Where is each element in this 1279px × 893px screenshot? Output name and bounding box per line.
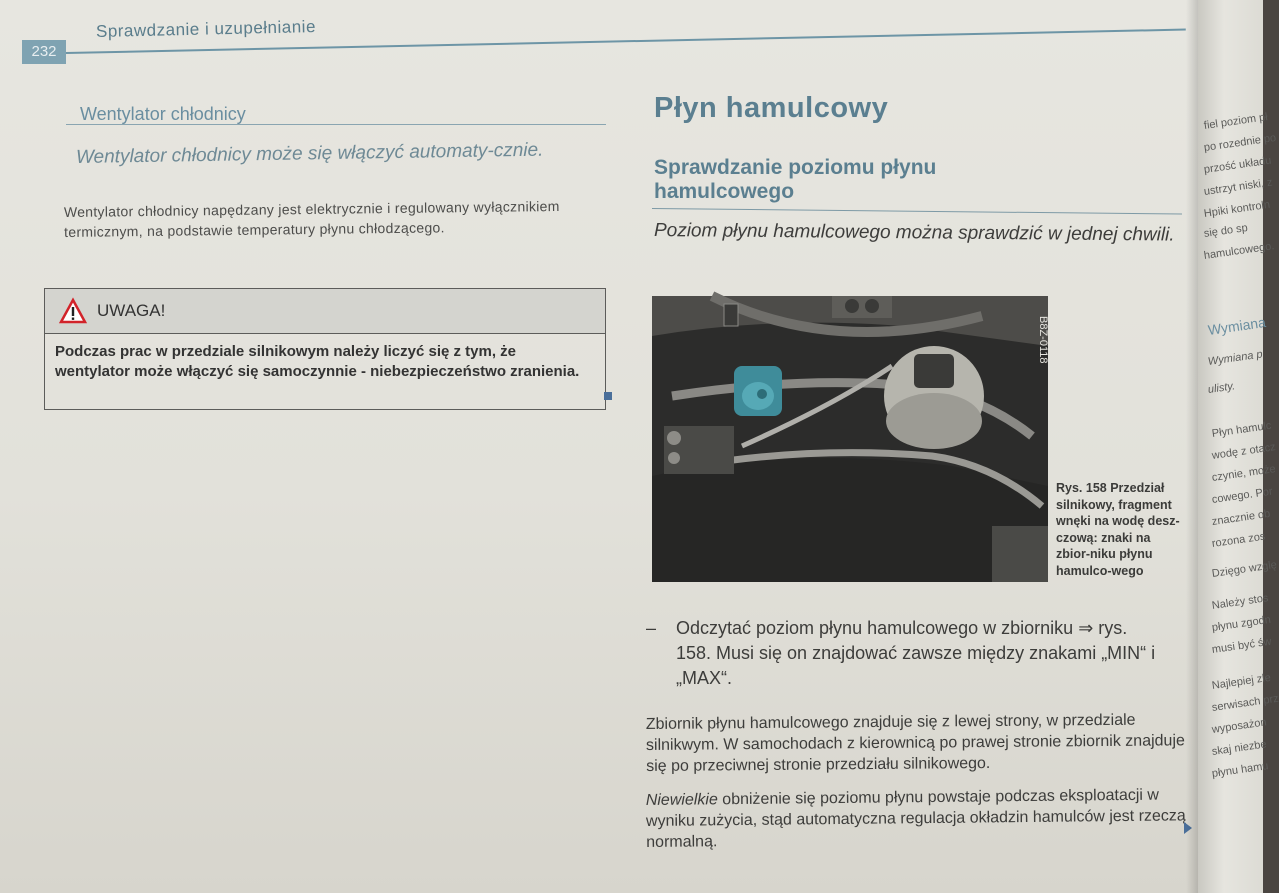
right-fragment: fiel poziom pł xyxy=(1203,111,1269,132)
step-text: Odczytać poziom płynu hamulcowego w zbiorniku ⇒ rys. 158. Musi się on znajdować zawsze między znakami „MIN“ i „MAX“. xyxy=(676,618,1156,688)
right-body-fragment: cowego. Por xyxy=(1211,485,1274,506)
page-number: 232 xyxy=(22,40,66,64)
fan-lead: Wentylator chłodnicy może się włączyć automaty-cznie. xyxy=(75,139,544,168)
warning-box xyxy=(44,288,606,410)
right-fragment: się do sp xyxy=(1203,221,1249,240)
right-fragment: przość układu xyxy=(1203,154,1273,176)
fan-body: Wentylator chłodnicy napędzany jest elektrycznie i regulowany wyłącznikiem termicznym, na podstawie temperatury płynu chłodzącego. xyxy=(63,197,560,240)
warning-triangle-icon xyxy=(59,298,87,324)
right-body-fragment: czynie, może xyxy=(1211,463,1277,484)
right-body-fragment: serwisach prz xyxy=(1211,692,1279,714)
right-body-fragment: Dzięgo wzglę xyxy=(1211,558,1278,580)
right-lead-fragment: Wymiana p xyxy=(1207,348,1264,368)
para2-rest: obniżenie się poziomu płynu powstaje podczas eksploatacji w wyniku zużycia, stąd automatyczna regulacja okładzin hamulców jest rzeczą normalną. xyxy=(645,786,1186,851)
right-body-fragment: Płyn hamulc xyxy=(1211,419,1273,440)
fan-heading: Wentylator chłodnicy xyxy=(80,104,246,124)
figure-caption: Rys. 158 Przedział silnikowy, fragment wnęki na wodę desz-czową: znaki na zbior-niku płynu hamulco-wego xyxy=(1056,481,1180,578)
right-lead-fragment: ulisty. xyxy=(1207,380,1236,396)
right-body-fragment: rozona zos xyxy=(1211,530,1267,550)
brake-lead: Poziom płynu hamulcowego można sprawdzić w jednej chwili. xyxy=(653,220,1175,246)
right-fragment: po rozednie po xyxy=(1203,131,1277,154)
right-body-fragment: wyposażon xyxy=(1211,716,1268,736)
right-body-fragment: znacznie ob xyxy=(1211,507,1271,528)
level-drop-paragraph xyxy=(646,784,1187,853)
warning-title: UWAGA! xyxy=(97,301,166,320)
engine-bay-photo xyxy=(652,296,1048,582)
para2-emphasis: Niewielkie xyxy=(645,791,718,810)
right-heading-fragment: Wymiana xyxy=(1206,313,1267,338)
right-page xyxy=(1198,0,1279,893)
step-dash: – xyxy=(646,618,657,638)
right-fragment: Hpiki kontroln xyxy=(1203,198,1271,220)
brake-subheading: Sprawdzanie poziomu płynu hamulcowego xyxy=(654,156,937,203)
reservoir-location-paragraph: Zbiornik płynu hamulcowego znajduje się z lewej strony, w przedziale silnikwym. W samochodach z kierownicą po prawej stronie zbiornik znajduje się po przeciwnej stronie przedziału silnikowego. xyxy=(645,711,1185,775)
right-body-fragment: Najlepiej zle xyxy=(1211,671,1272,692)
brake-heading: Płyn hamulcowy xyxy=(654,92,889,124)
brake-subheading-rule xyxy=(652,208,1182,215)
right-body-fragment: Należy stos xyxy=(1211,592,1270,612)
right-body-fragment: wodę z otacz xyxy=(1211,441,1277,462)
warning-header xyxy=(45,289,605,334)
right-fragment: ustrzyt niski, z xyxy=(1203,176,1274,198)
right-fragment: hamulcowego. xyxy=(1203,240,1276,262)
figure-code: B8Z-0118 xyxy=(1037,316,1049,364)
section-title: Sprawdzanie i uzupełnianie xyxy=(95,17,317,41)
fan-heading-rule xyxy=(66,124,606,125)
section-end-mark xyxy=(604,392,612,400)
right-body-fragment: skaj niezbe xyxy=(1211,738,1268,758)
right-body-fragment: płynu hamu xyxy=(1211,760,1270,780)
right-body-fragment: płynu zgodn xyxy=(1211,613,1272,634)
right-body-fragment: musi być św xyxy=(1211,635,1273,656)
warning-text: Podczas prac w przedziale silnikowym należy liczyć się z tym, że wentylator może włączyć się samoczynnie - niebezpieczeństwo zranienia. xyxy=(55,343,580,380)
